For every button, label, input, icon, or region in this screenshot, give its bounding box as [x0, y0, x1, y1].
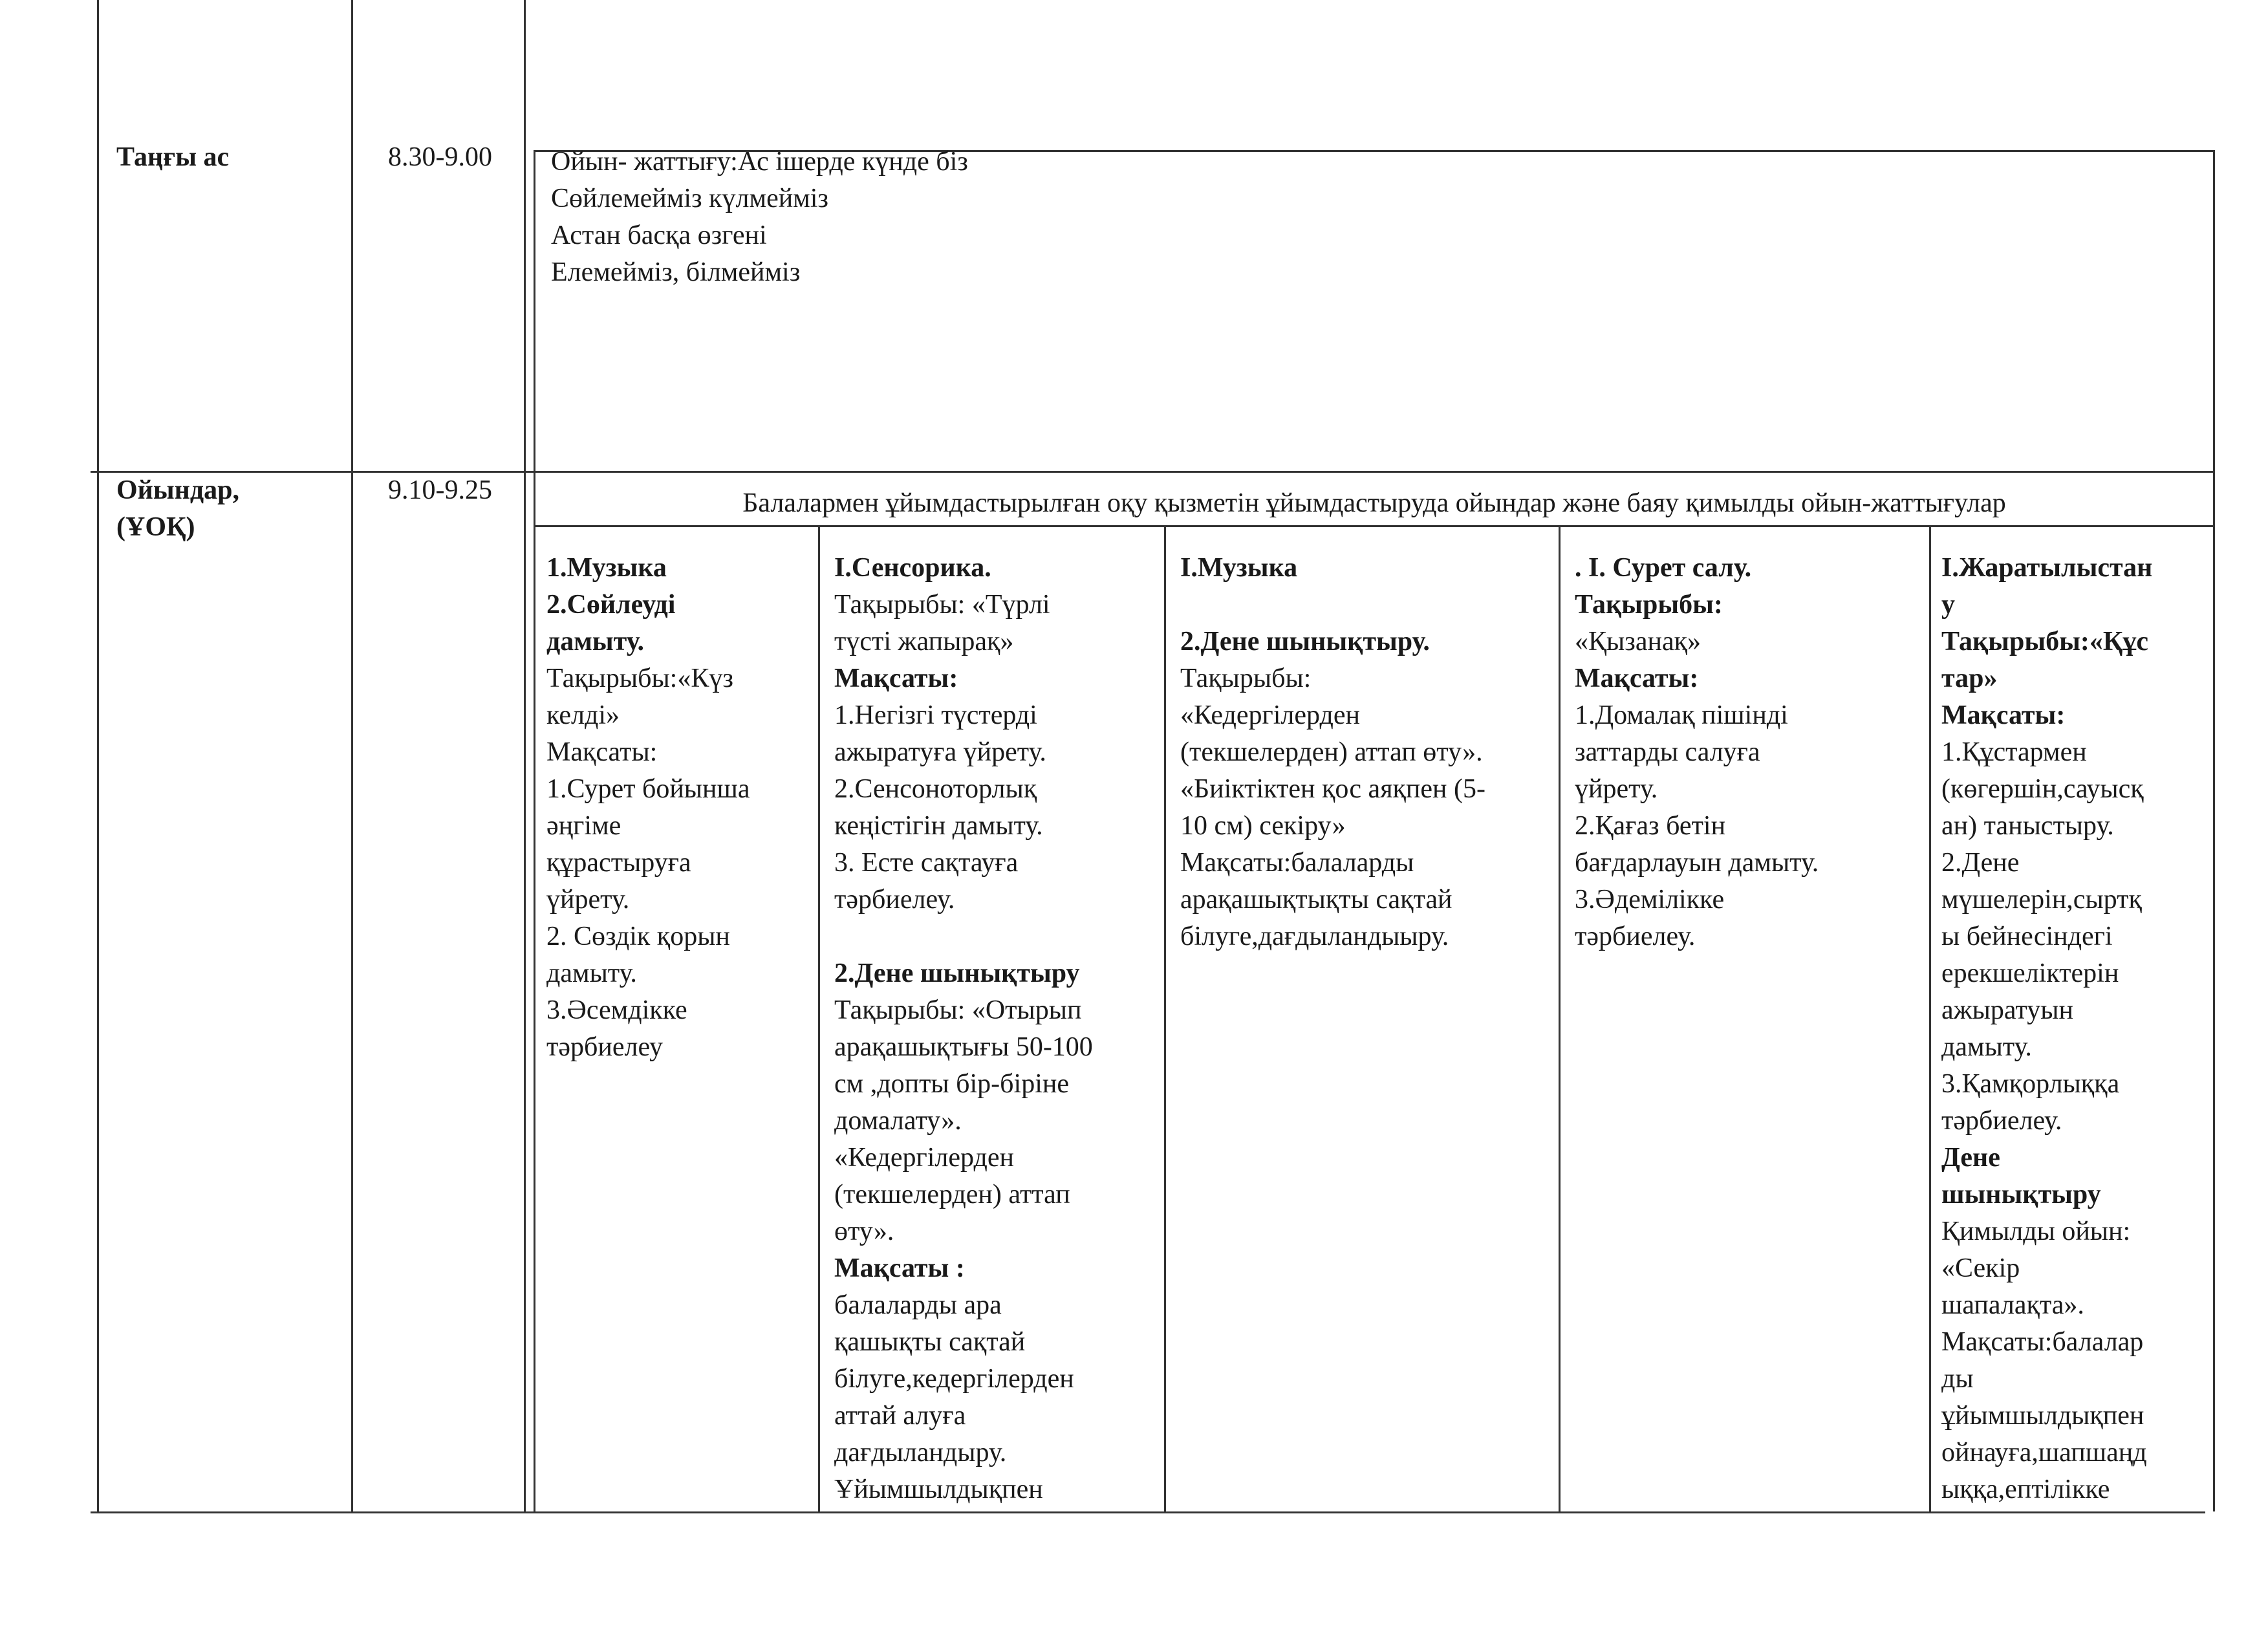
content-line: Астан басқа өзгені	[551, 221, 767, 250]
day-text-line: «Биіктіктен қос аяқпен (5-	[1180, 774, 1485, 804]
row-divider	[534, 525, 2215, 527]
day-text-line: ұйымшылдықпен	[1941, 1401, 2144, 1431]
day-text-line: Мақсаты:	[546, 737, 658, 767]
day-text-line: арақашықтықты сақтай	[1180, 885, 1453, 915]
day-text-line: 1.Сурет бойынша	[546, 774, 750, 804]
day-text-line: дамыту.	[546, 627, 645, 656]
day-text-line: Мақсаты:	[834, 664, 958, 693]
row-label-line: Ойындар,	[116, 475, 239, 505]
day-text-line: Мақсаты:	[1941, 700, 2066, 730]
day-text-line: Мақсаты:балалар	[1941, 1327, 2144, 1357]
day-text-line: тәрбиелеу	[546, 1032, 664, 1062]
day-text-line: 1.Музыка	[546, 553, 667, 583]
day-text-line: 3.Қамқорлыққа	[1941, 1069, 2120, 1099]
column-divider	[534, 150, 535, 1511]
day-text-line: үйрету.	[1575, 774, 1658, 804]
day-column-3	[1180, 550, 1485, 955]
games-header: Балалармен ұйымдастырылған оқу қызметін ұйымдастыруда ойындар және баяу қимылды ойын-жаттығулар	[742, 488, 2006, 518]
day-text-line: Қимылды ойын:	[1941, 1217, 2131, 1246]
day-text-line: 2.Сенсонотoрлық	[834, 774, 1037, 804]
day-text-line: см ,допты бір-біріне	[834, 1069, 1069, 1099]
day-text-line: ажыратуға үйрету.	[834, 737, 1046, 767]
day-text-line: заттарды салуға	[1575, 737, 1760, 767]
day-text-line: шапалақта».	[1941, 1290, 2084, 1320]
day-text-line: 2.Дене	[1941, 848, 2020, 878]
day-text-line: Тақырыбы: «Түрлі	[834, 590, 1050, 620]
day-text-line: Мақсаты:	[1575, 664, 1699, 693]
day-text-line: 3.Әсемдікке	[546, 995, 687, 1025]
day-text-line: аттай алуға	[834, 1401, 966, 1431]
day-text-line: тәрбиелеу.	[1941, 1106, 2062, 1136]
day-text-line: Дене	[1941, 1143, 2000, 1173]
day-text-line: дамыту.	[546, 958, 637, 988]
day-text-line: кеңістігін дамыту.	[834, 811, 1043, 841]
day-text-line: білуге,кедергілерден	[834, 1364, 1074, 1394]
table-bottom-border	[91, 1511, 2205, 1513]
row-time-games: 9.10-9.25	[388, 475, 492, 505]
day-text-line: тәрбиелеу.	[834, 885, 955, 915]
day-column-5	[1941, 550, 2152, 1508]
row-label-breakfast: Таңғы ас	[116, 142, 230, 172]
day-text-line: І.Сенсорика.	[834, 553, 991, 583]
day-text-line: үйрету.	[546, 885, 630, 915]
row-label-games	[116, 472, 239, 546]
column-divider	[524, 0, 526, 1513]
day-column-4	[1575, 550, 1819, 955]
row-time-breakfast: 8.30-9.00	[388, 142, 492, 172]
day-text-line: І.Жаратылыстан	[1941, 553, 2153, 583]
day-text-line: ыққа,ептілікке	[1941, 1475, 2110, 1504]
day-text-line: ажыратуын	[1941, 995, 2073, 1025]
column-divider	[1929, 525, 1931, 1511]
column-divider	[97, 0, 99, 1513]
day-text-line	[1180, 587, 1485, 623]
day-text-line: 1.Негізгі түстерді	[834, 700, 1037, 730]
day-text-line: «Секір	[1941, 1253, 2020, 1283]
day-text-line: Ұйымшылдықпен	[834, 1475, 1043, 1504]
day-text-line: Тақырыбы:	[1575, 590, 1723, 620]
content-line: Ойын- жаттығу:Ас ішерде күнде біз	[551, 147, 968, 177]
day-text-line: білуге,дағдыландыыру.	[1180, 922, 1449, 951]
day-text-line: 3. Есте сақтауға	[834, 848, 1019, 878]
day-text-line: құрастыруға	[546, 848, 691, 878]
day-text-line: арақашықтығы 50-100	[834, 1032, 1093, 1062]
column-divider	[818, 525, 820, 1511]
day-text-line: балаларды ара	[834, 1290, 1002, 1320]
day-text-line: тар»	[1941, 664, 1998, 693]
day-text-line: 3.Әдемілікке	[1575, 885, 1725, 915]
day-text-line: 1.Домалақ пішінді	[1575, 700, 1788, 730]
column-divider	[1164, 525, 1166, 1511]
day-text-line: қашықты сақтай	[834, 1327, 1026, 1357]
day-text-line: 2.Дене шынықтыру	[834, 958, 1080, 988]
day-text-line: І.Музыка	[1180, 553, 1298, 583]
table-right-border	[2213, 150, 2215, 1511]
day-text-line: әңгіме	[546, 811, 621, 841]
day-text-line: бағдарлауын дамыту.	[1575, 848, 1819, 878]
day-text-line: Мақсаты :	[834, 1253, 965, 1283]
day-text-line: «Кедергілерден	[1180, 700, 1360, 730]
day-text-line: түсті жапырақ»	[834, 627, 1014, 656]
day-text-line: (текшелерден) аттап өту».	[1180, 737, 1483, 767]
day-text-line: 2.Қағаз бетін	[1575, 811, 1726, 841]
day-text-line: Тақырыбы: «Отырып	[834, 995, 1082, 1025]
day-text-line: «Кедергілерден	[834, 1143, 1014, 1173]
day-text-line: ерекшеліктерін	[1941, 958, 2119, 988]
day-text-line: Тақырыбы:«Құс	[1941, 627, 2148, 656]
day-text-line: ан) таныстыру.	[1941, 811, 2114, 841]
day-text-line: дамыту.	[1941, 1032, 2032, 1062]
day-text-line: (көгершін,сауысқ	[1941, 774, 2144, 804]
day-text-line: ы бейнесіндегі	[1941, 922, 2113, 951]
day-column-2	[834, 550, 1093, 1508]
day-text-line: Тақырыбы:	[1180, 664, 1312, 693]
column-divider	[1559, 525, 1561, 1511]
breakfast-content	[551, 144, 968, 291]
day-text-line: шынықтыру	[1941, 1180, 2101, 1209]
day-text-line: ды	[1941, 1364, 1974, 1394]
day-text-line: у	[1941, 590, 1955, 620]
day-text-line: Тақырыбы:«Күз	[546, 664, 733, 693]
day-text-line: Мақсаты:балаларды	[1180, 848, 1414, 878]
day-text-line: 1.Құстармен	[1941, 737, 2087, 767]
day-text-line: өту».	[834, 1217, 894, 1246]
day-column-1	[546, 550, 750, 1066]
day-text-line: 2. Сөздік қорын	[546, 922, 730, 951]
day-text-line: (текшелерден) аттап	[834, 1180, 1070, 1209]
column-divider	[351, 0, 353, 1513]
day-text-line: «Қызанақ»	[1575, 627, 1701, 656]
day-text-line: домалату».	[834, 1106, 962, 1136]
day-text-line: . І. Сурет салу.	[1575, 553, 1752, 583]
content-line: Елемейміз, білмейміз	[551, 257, 801, 287]
day-text-line: 10 см) секіру»	[1180, 811, 1346, 841]
day-text-line: ойнауға,шапшаңд	[1941, 1438, 2147, 1467]
day-text-line: мүшелерін,сыртқ	[1941, 885, 2142, 915]
day-text-line: дағдыландыру.	[834, 1438, 1007, 1467]
content-line: Сөйлемейміз күлмейміз	[551, 184, 829, 213]
day-text-line: тәрбиелеу.	[1575, 922, 1696, 951]
day-text-line: 2.Сөйлеуді	[546, 590, 676, 620]
day-text-line: келді»	[546, 700, 620, 730]
day-text-line	[834, 918, 1093, 955]
row-label-line: (ҰОҚ)	[116, 512, 195, 542]
day-text-line: 2.Дене шынықтыру.	[1180, 627, 1430, 656]
